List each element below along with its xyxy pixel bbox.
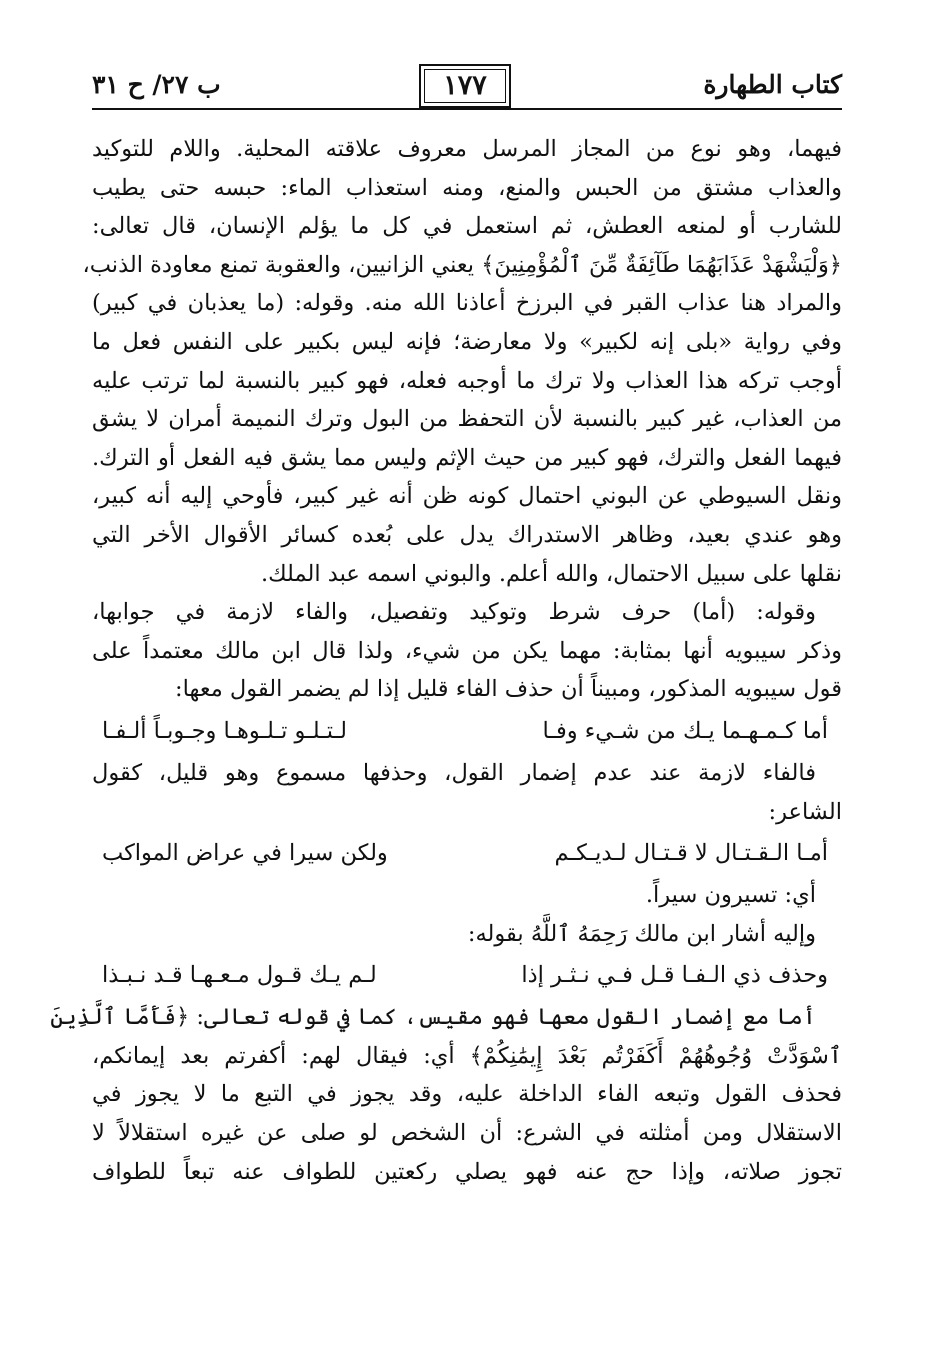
text-line: وقوله: (أما) حرف شرط وتوكيد وتفصيل، والفاء لازمة في جوابها، xyxy=(92,599,816,626)
text-line: والعذاب مشتق من الحبس والمنع، ومنه استعذاب الماء: حبسه حتى يطيب xyxy=(92,174,842,201)
text-line: الاستقلال ومن أمثلته في الشرع: أن الشخص لو صلى عن غيره استقلالاً لا xyxy=(92,1120,842,1147)
verse-first-hemistich: أما كـمـهـما يـك من شـيء وفـا xyxy=(542,717,828,744)
book-title: كتاب الطهارة xyxy=(703,70,842,99)
text-line: وهو عندي بعيد، وظاهر الاستدراك يدل على بُعده كسائر الأقوال الأخر التي xyxy=(92,521,842,548)
poetry-verse xyxy=(92,953,842,998)
text-line: أي: تسيرون سيراً. xyxy=(645,882,816,909)
verse-second-hemistich: ولكن سيرا في عراض المواكب xyxy=(102,840,388,867)
text-line: أما مع إضمار القول معها فهو مقيس، كما في قوله تعالى: ﴿فَأَمَّا ٱلَّذِينَ xyxy=(50,1004,816,1031)
verse-first-hemistich: وحذف ذي الـفـا قـل فـي نـثـر إذا xyxy=(521,962,828,989)
header-rule xyxy=(92,108,842,110)
text-line: ٱسْوَدَّتْ وُجُوهُهُمْ أَكَفَرْتُم بَعْدَ إِيمَٰنِكُمْ﴾ أي: فيقال لهم: أكفرتم بعد إيمانكم، xyxy=(92,1042,842,1069)
text-line: فيهما الفعل والترك، فهو كبير من حيث الإثم وليس مما يشق فيه الفعل أو الترك. xyxy=(92,444,842,471)
text-line: وذكر سيبويه أنها بمثابة: مهما يكن من شيء، ولذا قال ابن مالك معتمداً على xyxy=(92,637,842,664)
verse-first-hemistich: أمـا الـقـتـال لا قـتـال لـديـكـم xyxy=(554,840,828,867)
text-line: فحذف القول وتبعه الفاء الداخلة عليه، وقد يجوز في التبع ما لا يجوز في xyxy=(92,1081,842,1108)
hadith-reference: ب ٢٧/ ح ٣١ xyxy=(92,70,221,99)
poetry-verse xyxy=(92,831,842,876)
text-line: تجوز صلاته، وإذا حج عنه فهو يصلي ركعتين للطواف عنه تبعاً للطواف xyxy=(92,1158,842,1185)
text-line: وإليه أشار ابن مالك رَحِمَهُ ٱللَّهُ بقوله: xyxy=(467,920,816,947)
page-number-box xyxy=(419,64,511,108)
text-line: وفي رواية «بلى إنه لكبير» ولا معارضة؛ فإنه ليس بكبير على النفس فعل ما xyxy=(92,328,842,355)
verse-second-hemistich: لـم يـك قـول مـعـهـا قـد نـبـذا xyxy=(102,962,377,989)
text-line: الشاعر: xyxy=(768,798,842,825)
text-line: فالفاء لازمة عند عدم إضمار القول، وحذفها مسموع وهو قليل، كقول xyxy=(92,759,816,786)
page-header xyxy=(92,64,842,114)
text-line: والمراد هنا عذاب القبر في البرزخ أعاذنا الله منه. وقوله: (ما يعذبان في كبير) xyxy=(92,290,842,317)
text-line: للشارب أو لمنعه العطش، ثم استعمل في كل ما يؤلم الإنسان، قال تعالى: xyxy=(92,213,842,240)
verse-second-hemistich: لـتـلـو تـلـوهـا وجـوبـاً ألـفـا xyxy=(102,717,348,744)
text-line: نقلها على سبيل الاحتمال، والله أعلم. والبوني اسمه عبد الملك. xyxy=(260,560,842,587)
text-line: ونقل السيوطي عن البوني احتمال كونه ظن أنه غير كبير، فأوحي إليه أنه كبير، xyxy=(92,483,842,510)
text-line: من العذاب، غير كبير بالنسبة لأن التحفظ من البول وترك النميمة أمران لا يشق xyxy=(92,406,842,433)
page-number: ١٧٧ xyxy=(443,70,487,101)
text-line: أوجب تركه هذا العذاب ولا ترك ما أوجبه فعله، فهو كبير بالنسبة لما ترتب عليه xyxy=(92,367,842,394)
text-line: قول سيبويه المذكور، ومبيناً أن حذف الفاء قليل إذا لم يضمر القول معها: xyxy=(175,676,842,703)
text-line: ﴿وَلْيَشْهَدْ عَذَابَهُمَا طَآئِفَةٌ مِّنَ ٱلْمُؤْمِنِينَ﴾ يعني الزانيين، والعقوبة تمنع معاودة الذنب، xyxy=(82,251,842,278)
text-line: فيهما، وهو نوع من المجاز المرسل معروف علاقته المحلية. واللام للتوكيد xyxy=(92,136,842,162)
page-body xyxy=(50,130,842,1191)
poetry-verse xyxy=(92,709,842,754)
